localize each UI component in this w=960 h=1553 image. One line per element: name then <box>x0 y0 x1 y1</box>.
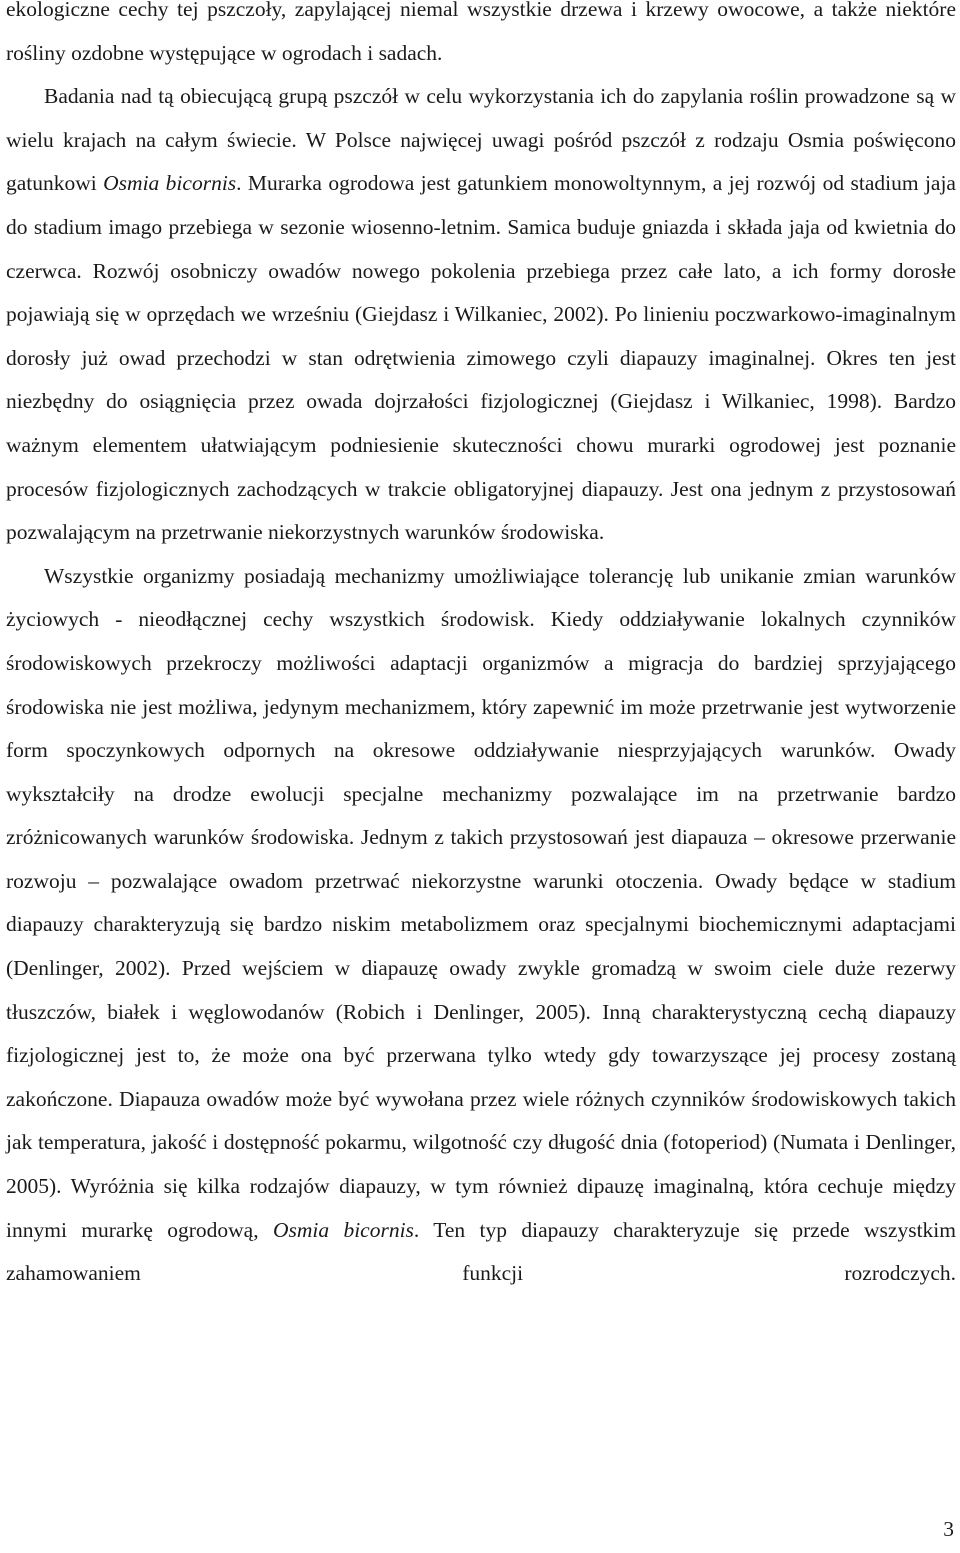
page-number: 3 <box>943 1517 954 1541</box>
paragraph-text: ekologiczne cechy tej pszczoły, zapylającej niemal wszystkie drzewa i krzewy owocowe, a także niektóre rośliny ozdobne występujące w ogrodach i sadach. <box>6 0 956 65</box>
paragraph-text: Badania nad tą obiecującą grupą pszczół w celu wykorzystania ich do zapylania roślin prowadzone są w wielu krajach na całym świecie. W Polsce najwięcej uwagi pośród pszczół z rodzaju Osmia poświęcono gatunkowi <box>6 84 956 196</box>
paragraph-continuation <box>6 0 956 75</box>
species-name: Osmia bicornis <box>272 1217 414 1242</box>
paragraph-text: . Ten typ diapauzy charakteryzuje się przede wszystkim zahamowaniem funkcji rozrodczych. <box>6 1217 957 1286</box>
document-page <box>6 0 956 1296</box>
paragraph-diapause <box>6 555 956 1296</box>
species-name: Osmia bicornis <box>103 171 237 196</box>
paragraph-text: . Murarka ogrodowa jest gatunkiem monowoltynnym, a jej rozwój od stadium jaja do stadium imago przebiega w sezonie wiosenno-letnim. Samica buduje gniazda i składa jaja od kwietnia do czerwca. Rozwój osobniczy owadów nowego pokolenia przebiega przez całe lato, a ich formy dorosłe pojawiają się w oprzędach we wrześniu (Giejdasz i Wilkaniec, 2002). Po linieniu poczwarkowo-imaginalnym dorosły już owad przechodzi w stan odrętwienia zimowego czyli diapauzy imaginalnej. Okres ten jest niezbędny do osiągnięcia przez owada dojrzałości fizjologicznej (Giejdasz i Wilkaniec, 1998). Bardzo ważnym elementem ułatwiającym podniesienie skuteczności chowu murarki ogrodowej jest poznanie procesów fizjologicznych zachodzących w trakcie obligatoryjnej diapauzy. Jest ona jednym z przystosowań pozwalającym na przetrwanie niekorzystnych warunków środowiska. <box>6 171 956 545</box>
paragraph-osmia-research <box>6 75 956 555</box>
paragraph-text: Wszystkie organizmy posiadają mechanizmy umożliwiające tolerancję lub unikanie zmian warunków życiowych - nieodłącznej cechy wszystkich środowisk. Kiedy oddziaływanie lokalnych czynników środowiskowych przekroczy możliwości adaptacji organizmów a migracja do bardziej sprzyjającego środowiska nie jest możliwa, jedynym mechanizmem, który zapewnić im może przetrwanie jest wytworzenie form spoczynkowych odpornych na okresowe oddziaływanie niesprzyjających warunków. Owady wykształciły na drodze ewolucji specjalne mechanizmy pozwalające im na przetrwanie bardzo zróżnicowanych warunków środowiska. Jednym z takich przystosowań jest diapauza – okresowe przerwanie rozwoju – pozwalające owadom przetrwać niekorzystne warunki otoczenia. Owady będące w stadium diapauzy charakteryzują się bardzo niskim metabolizmem oraz specjalnymi biochemicznymi adaptacjami (Denlinger, 2002). Przed wejściem w diapauzę owady zwykle gromadzą w swoim ciele duże rezerwy tłuszczów, białek i węglowodanów (Robich i Denlinger, 2005). Inną charakterystyczną cechą diapauzy fizjologicznej jest to, że może ona być przerwana tylko wtedy gdy towarzyszące jej procesy zostaną zakończone. Diapauza owadów może być wywołana przez wiele różnych czynników środowiskowych takich jak temperatura, jakość i dostępność pokarmu, wilgotność czy długość dnia (fotoperiod) (Numata i Denlinger, 2005). Wyróżnia się kilka rodzajów diapauzy, w tym również dipauzę imaginalną, która cechuje między innymi murarkę ogrodową, <box>6 563 956 1242</box>
